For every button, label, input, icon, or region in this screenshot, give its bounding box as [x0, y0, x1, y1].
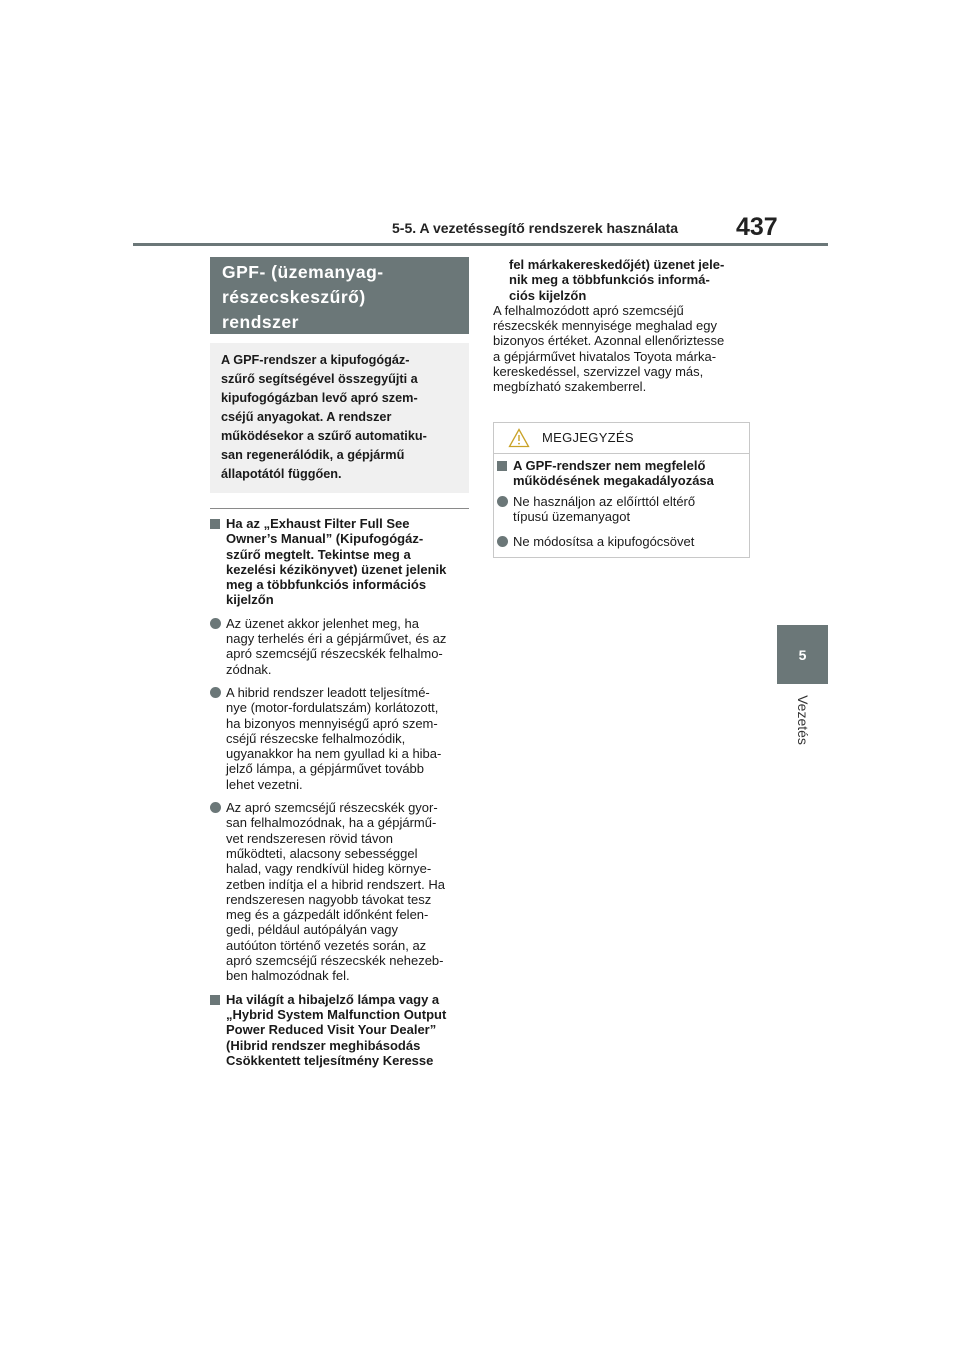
- text-line: ciós kijelzőn: [509, 287, 587, 303]
- note-header: [494, 423, 749, 454]
- section-title-line: részecskeszűrő): [222, 287, 366, 307]
- note-box: [493, 422, 750, 558]
- text-line: zetben indítja el a hibrid rendszert. Ha: [226, 876, 445, 892]
- text-line: apró szemcséjű részecskék felhalmo-: [226, 646, 443, 662]
- text-line: A felhalmozódott apró szemcséjű: [493, 302, 684, 318]
- section-title-line: rendszer: [222, 312, 299, 332]
- text-line: Ha világít a hibajelző lámpa vagy a: [226, 991, 440, 1007]
- text-line: nik meg a többfunkciós informá-: [509, 272, 710, 288]
- intro-line: cséjű anyagokat. A rendszer: [221, 410, 392, 424]
- chapter-number: 5: [798, 646, 807, 663]
- text-line: A hibrid rendszer leadott teljesítmé-: [226, 684, 430, 700]
- text-line: ben halmozódnak fel.: [226, 968, 350, 984]
- text-line: megbízható szakemberrel.: [493, 379, 647, 395]
- text-line: Az apró szemcséjű részecskék gyor-: [226, 800, 438, 816]
- body-paragraph: [493, 303, 755, 395]
- intro-line: szűrő segítségével összegyűjti a: [221, 372, 418, 386]
- note-bullet: [497, 534, 743, 549]
- text-line: jelző lámpa, a gépjárművet tovább: [226, 761, 425, 777]
- text-line: ha bizonyos mennyiségű apró szem-: [226, 715, 438, 731]
- subheading-exhaust-filter-full: [210, 516, 469, 608]
- text-line: rendszeresen nagyobb távokat tesz: [226, 891, 432, 907]
- text-line: „Hybrid System Malfunction Output: [226, 1006, 447, 1022]
- chapter-tab: [777, 625, 828, 684]
- chapter-label-vertical: [768, 690, 838, 750]
- note-subheading: [497, 458, 743, 489]
- text-line: meg a többfunkciós információs: [226, 577, 427, 593]
- section-intro-box: [210, 343, 469, 493]
- text-line: vet rendszeresen rövid távon: [226, 830, 393, 846]
- text-line: apró szemcséjű részecskék nehezeb-: [226, 953, 444, 969]
- text-line: ugyanakkor ha nem gyullad ki a hiba-: [226, 746, 442, 762]
- text-line: működteti, alacsony sebességgel: [226, 845, 418, 861]
- text-line: típusú üzemanyagot: [513, 508, 631, 524]
- text-line: Ne módosítsa a kipufogócsövet: [513, 534, 695, 550]
- text-line: (Hibrid rendszer meghibásodás: [226, 1037, 421, 1053]
- text-line: fel márkakereskedőjét) üzenet jele-: [509, 257, 725, 272]
- text-line: Power Reduced Visit Your Dealer”: [226, 1022, 437, 1038]
- text-line: nagy terhelés éri a gépjárművet, és az: [226, 631, 447, 647]
- warning-triangle-icon: [508, 428, 530, 448]
- text-line: cséjű részecske felhalmozódik,: [226, 730, 406, 746]
- intro-line: állapotától függően.: [221, 467, 342, 481]
- text-line: kijelzőn: [226, 592, 274, 608]
- text-line: Owner’s Manual” (Kipufogógáz-: [226, 531, 424, 547]
- bullet-item: [210, 800, 469, 984]
- text-line: nye (motor-fordulatszám) korlátozott,: [226, 700, 439, 716]
- header-rule: [133, 243, 828, 246]
- chapter-label: Vezetés: [794, 695, 811, 745]
- text-line: Ha az „Exhaust Filter Full See: [226, 516, 410, 531]
- text-line: san felhalmozódnak, ha a gépjármű-: [226, 815, 437, 831]
- text-line: kereskedéssel, szervizzel vagy más,: [493, 364, 704, 380]
- section-title-box: [210, 257, 469, 334]
- right-column: [493, 257, 755, 395]
- text-line: lehet vezetni.: [226, 776, 303, 792]
- intro-line: san regenerálódik, a gépjármű: [221, 448, 405, 462]
- section-divider: [210, 508, 469, 509]
- note-title: MEGJEGYZÉS: [542, 430, 634, 445]
- text-line: részecskék mennyisége meghalad egy: [493, 318, 718, 334]
- intro-line: A GPF-rendszer a kipufogógáz-: [221, 353, 410, 367]
- running-header-section-title: 5-5. A vezetéssegítő rendszerek használata: [392, 220, 679, 236]
- bullet-item: [210, 685, 469, 792]
- section-title-line: GPF- (üzemanyag-: [222, 262, 384, 282]
- text-line: szűrő megtelt. Tekintse meg a: [226, 546, 411, 562]
- note-body: [497, 458, 743, 549]
- text-line: zódnak.: [226, 661, 272, 677]
- note-bullet: [497, 494, 743, 525]
- text-line: a gépjárművet hivatalos Toyota márka-: [493, 348, 717, 364]
- text-line: Ne használjon az előírttól eltérő: [513, 493, 696, 509]
- text-line: működésének megakadályozása: [513, 473, 714, 489]
- subheading-continuation: [493, 257, 755, 303]
- text-line: gedi, például autópályán vagy: [226, 922, 399, 938]
- text-line: A GPF-rendszer nem megfelelő: [513, 458, 706, 473]
- text-line: halad, vagy rendkívül hideg környe-: [226, 861, 432, 877]
- page-number: 437: [736, 213, 778, 241]
- text-line: kezelési kézikönyvet) üzenet jelenik: [226, 561, 447, 577]
- subheading-hybrid-malfunction: [210, 992, 469, 1068]
- text-line: Az üzenet akkor jelenhet meg, ha: [226, 615, 419, 631]
- text-line: bizonyos értéket. Azonnal ellenőriztesse: [493, 333, 725, 349]
- bullet-item: [210, 616, 469, 677]
- intro-line: kipufogógázban levő apró szem-: [221, 391, 418, 405]
- text-line: Csökkentett teljesítmény Keresse: [226, 1052, 434, 1068]
- left-column: [210, 516, 469, 1068]
- intro-line: működésekor a szűrő automatiku-: [221, 429, 427, 443]
- text-line: autóúton történő vezetés során, az: [226, 937, 427, 953]
- text-line: meg és a gázpedált időnként felen-: [226, 907, 429, 923]
